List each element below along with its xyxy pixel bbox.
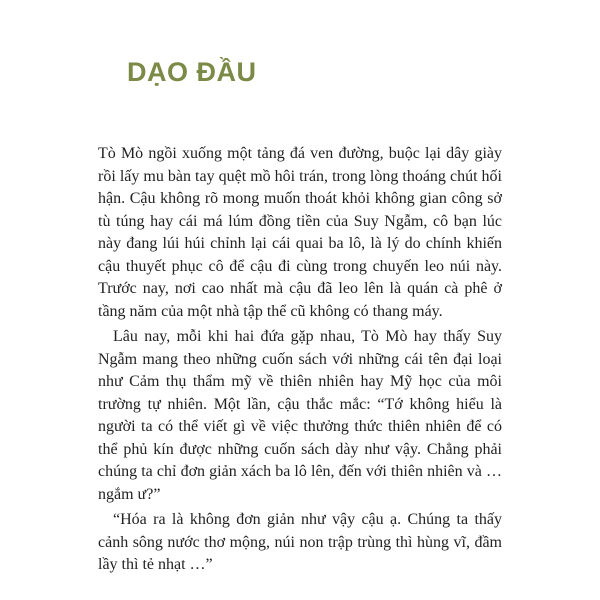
paragraph: Lâu nay, mỗi khi hai đứa gặp nhau, Tò Mò hay thấy Suy Ngẫm mang theo những cuốn sách với những cái tên đại loại như Cảm thụ thẩm mỹ về thiên nhiên hay Mỹ học của môi trường tự nhiên. Một lần, cậu thắc mắc: “Tớ không hiểu là người ta có thể viết gì về việc thưởng thức thiên nhiên để có thể phủ kín được những cuốn sách dày như vậy. Chẳng phải chúng ta chỉ đơn giản xách ba lô lên, đến với thiên nhiên và … ngắm ư?” (98, 328, 502, 503)
chapter-heading: DẠO ĐẦU (127, 57, 257, 87)
paragraph: Tò Mò ngồi xuống một tảng đá ven đường, buộc lại dây giày rồi lấy mu bàn tay quệt mồ hôi trán, trong lòng thoáng chút hối hận. Cậu không rõ mong muốn thoát khỏi không gian công sở tù túng hay cái má lúm đồng tiền của Suy Ngẫm, cô bạn lúc này đang lúi húi chỉnh lại cái quai ba lô, là lý do chính khiến cậu thuyết phục cô để cậu đi cùng trong chuyến leo núi này. Trước nay, nơi cao nhất mà cậu đã leo lên là quán cà phê ở tầng năm của một nhà tập thể cũ không có thang máy. (98, 145, 502, 320)
body-text (98, 143, 502, 577)
paragraph: “Hóa ra là không đơn giản như vậy cậu ạ. Chúng ta thấy cảnh sông nước thơ mộng, núi non trập trùng thì hùng vĩ, đầm lầy thì tẻ nhạt …” (98, 511, 502, 573)
page-content (98, 57, 502, 580)
